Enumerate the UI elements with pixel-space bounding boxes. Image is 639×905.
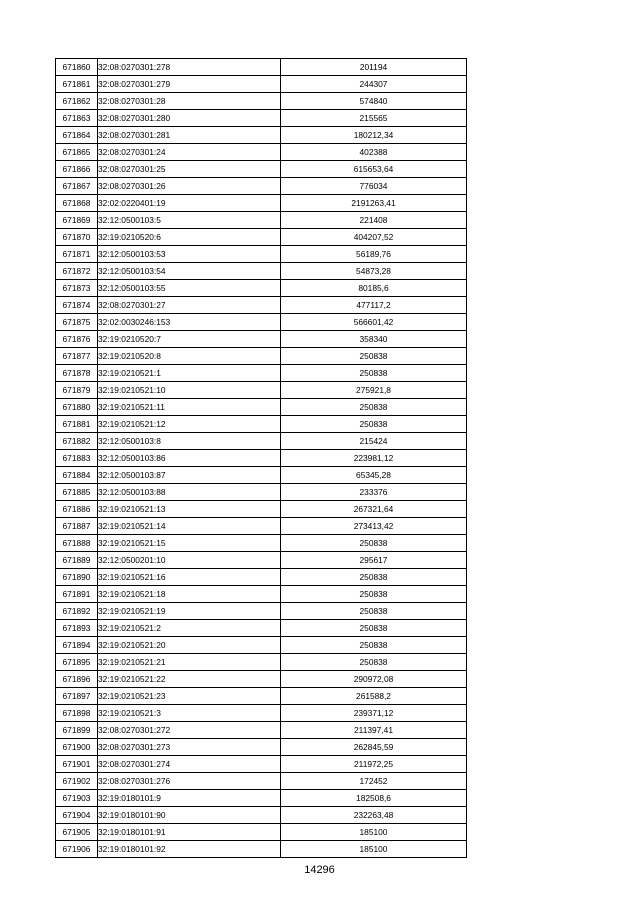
- row-id-cell: 671883: [56, 450, 98, 467]
- row-id-cell: 671873: [56, 280, 98, 297]
- cadastral-number-cell: 32:08:0270301:273: [98, 739, 281, 756]
- value-cell: 250838: [281, 603, 467, 620]
- cadastral-number-cell: 32:19:0210521:13: [98, 501, 281, 518]
- cadastral-number-cell: 32:12:0500201:10: [98, 552, 281, 569]
- row-id-cell: 671878: [56, 365, 98, 382]
- cadastral-number-cell: 32:08:0270301:274: [98, 756, 281, 773]
- table-row: [56, 841, 467, 858]
- row-id-cell: 671865: [56, 144, 98, 161]
- table-row: [56, 824, 467, 841]
- cadastral-number-cell: 32:19:0210521:18: [98, 586, 281, 603]
- cadastral-number-cell: 32:12:0500103:55: [98, 280, 281, 297]
- row-id-cell: 671900: [56, 739, 98, 756]
- value-cell: 402388: [281, 144, 467, 161]
- row-id-cell: 671863: [56, 110, 98, 127]
- value-cell: 275921,8: [281, 382, 467, 399]
- value-cell: 232263,48: [281, 807, 467, 824]
- value-cell: 223981,12: [281, 450, 467, 467]
- row-id-cell: 671885: [56, 484, 98, 501]
- table-row: [56, 382, 467, 399]
- cadastral-number-cell: 32:08:0270301:272: [98, 722, 281, 739]
- value-cell: 615653,64: [281, 161, 467, 178]
- table-row: [56, 161, 467, 178]
- table-row: [56, 399, 467, 416]
- table-row: [56, 688, 467, 705]
- value-cell: 65345,28: [281, 467, 467, 484]
- row-id-cell: 671880: [56, 399, 98, 416]
- table-row: [56, 144, 467, 161]
- value-cell: 250838: [281, 399, 467, 416]
- cadastral-number-cell: 32:19:0180101:92: [98, 841, 281, 858]
- row-id-cell: 671892: [56, 603, 98, 620]
- cadastral-number-cell: 32:08:0270301:281: [98, 127, 281, 144]
- row-id-cell: 671887: [56, 518, 98, 535]
- table-row: [56, 773, 467, 790]
- row-id-cell: 671905: [56, 824, 98, 841]
- row-id-cell: 671861: [56, 76, 98, 93]
- value-cell: 182508,6: [281, 790, 467, 807]
- table-row: [56, 467, 467, 484]
- table-row: [56, 178, 467, 195]
- cadastral-number-cell: 32:08:0270301:24: [98, 144, 281, 161]
- value-cell: 180212,34: [281, 127, 467, 144]
- table-row: [56, 297, 467, 314]
- row-id-cell: 671884: [56, 467, 98, 484]
- row-id-cell: 671898: [56, 705, 98, 722]
- row-id-cell: 671903: [56, 790, 98, 807]
- cadastral-number-cell: 32:19:0210521:16: [98, 569, 281, 586]
- row-id-cell: 671893: [56, 620, 98, 637]
- value-cell: 239371,12: [281, 705, 467, 722]
- row-id-cell: 671867: [56, 178, 98, 195]
- value-cell: 215565: [281, 110, 467, 127]
- table-row: [56, 348, 467, 365]
- row-id-cell: 671890: [56, 569, 98, 586]
- cadastral-number-cell: 32:19:0210521:12: [98, 416, 281, 433]
- value-cell: 273413,42: [281, 518, 467, 535]
- data-table: [55, 58, 467, 858]
- row-id-cell: 671874: [56, 297, 98, 314]
- cadastral-number-cell: 32:12:0500103:54: [98, 263, 281, 280]
- table-row: [56, 569, 467, 586]
- value-cell: 261588,2: [281, 688, 467, 705]
- value-cell: 250838: [281, 416, 467, 433]
- cadastral-number-cell: 32:19:0210521:19: [98, 603, 281, 620]
- table-row: [56, 76, 467, 93]
- value-cell: 250838: [281, 348, 467, 365]
- table-row: [56, 552, 467, 569]
- row-id-cell: 671894: [56, 637, 98, 654]
- table-row: [56, 246, 467, 263]
- cadastral-number-cell: 32:12:0500103:8: [98, 433, 281, 450]
- value-cell: 250838: [281, 586, 467, 603]
- page-number: 14296: [304, 864, 335, 876]
- value-cell: 221408: [281, 212, 467, 229]
- value-cell: 54873,28: [281, 263, 467, 280]
- value-cell: 262845,59: [281, 739, 467, 756]
- row-id-cell: 671899: [56, 722, 98, 739]
- table-row: [56, 365, 467, 382]
- table-row: [56, 671, 467, 688]
- table-row: [56, 756, 467, 773]
- row-id-cell: 671875: [56, 314, 98, 331]
- value-cell: 201194: [281, 59, 467, 76]
- row-id-cell: 671871: [56, 246, 98, 263]
- value-cell: 2191263,41: [281, 195, 467, 212]
- cadastral-number-cell: 32:12:0500103:5: [98, 212, 281, 229]
- table-body: [56, 59, 467, 858]
- cadastral-number-cell: 32:19:0210521:2: [98, 620, 281, 637]
- row-id-cell: 671869: [56, 212, 98, 229]
- table-row: [56, 535, 467, 552]
- row-id-cell: 671886: [56, 501, 98, 518]
- table-row: [56, 59, 467, 76]
- row-id-cell: 671870: [56, 229, 98, 246]
- value-cell: 250838: [281, 365, 467, 382]
- value-cell: 185100: [281, 841, 467, 858]
- row-id-cell: 671901: [56, 756, 98, 773]
- row-id-cell: 671889: [56, 552, 98, 569]
- cadastral-number-cell: 32:08:0270301:28: [98, 93, 281, 110]
- value-cell: 574840: [281, 93, 467, 110]
- row-id-cell: 671906: [56, 841, 98, 858]
- table-row: [56, 722, 467, 739]
- table-row: [56, 93, 467, 110]
- cadastral-number-cell: 32:08:0270301:279: [98, 76, 281, 93]
- value-cell: 80185,6: [281, 280, 467, 297]
- row-id-cell: 671872: [56, 263, 98, 280]
- value-cell: 404207,52: [281, 229, 467, 246]
- cadastral-number-cell: 32:19:0180101:9: [98, 790, 281, 807]
- cadastral-number-cell: 32:12:0500103:86: [98, 450, 281, 467]
- value-cell: 215424: [281, 433, 467, 450]
- table-row: [56, 416, 467, 433]
- row-id-cell: 671904: [56, 807, 98, 824]
- cadastral-number-cell: 32:19:0210520:7: [98, 331, 281, 348]
- cadastral-number-cell: 32:19:0180101:90: [98, 807, 281, 824]
- table-row: [56, 212, 467, 229]
- value-cell: 244307: [281, 76, 467, 93]
- table-row: [56, 229, 467, 246]
- table-row: [56, 484, 467, 501]
- value-cell: 250838: [281, 569, 467, 586]
- cadastral-number-cell: 32:08:0270301:278: [98, 59, 281, 76]
- value-cell: 250838: [281, 620, 467, 637]
- cadastral-number-cell: 32:02:0220401:19: [98, 195, 281, 212]
- value-cell: 250838: [281, 637, 467, 654]
- value-cell: 295617: [281, 552, 467, 569]
- cadastral-number-cell: 32:08:0270301:27: [98, 297, 281, 314]
- value-cell: 172452: [281, 773, 467, 790]
- cadastral-number-cell: 32:19:0210521:1: [98, 365, 281, 382]
- row-id-cell: 671877: [56, 348, 98, 365]
- cadastral-number-cell: 32:19:0210521:23: [98, 688, 281, 705]
- row-id-cell: 671879: [56, 382, 98, 399]
- table-row: [56, 518, 467, 535]
- table-row: [56, 586, 467, 603]
- row-id-cell: 671864: [56, 127, 98, 144]
- table-row: [56, 501, 467, 518]
- cadastral-number-cell: 32:19:0210521:14: [98, 518, 281, 535]
- cadastral-number-cell: 32:19:0210521:22: [98, 671, 281, 688]
- row-id-cell: 671866: [56, 161, 98, 178]
- value-cell: 290972,08: [281, 671, 467, 688]
- row-id-cell: 671888: [56, 535, 98, 552]
- table-row: [56, 739, 467, 756]
- value-cell: 267321,64: [281, 501, 467, 518]
- table-row: [56, 195, 467, 212]
- table-row: [56, 807, 467, 824]
- value-cell: 233376: [281, 484, 467, 501]
- cadastral-number-cell: 32:19:0210520:8: [98, 348, 281, 365]
- value-cell: 358340: [281, 331, 467, 348]
- row-id-cell: 671897: [56, 688, 98, 705]
- table-row: [56, 790, 467, 807]
- value-cell: 250838: [281, 654, 467, 671]
- cadastral-number-cell: 32:12:0500103:53: [98, 246, 281, 263]
- row-id-cell: 671881: [56, 416, 98, 433]
- value-cell: 776034: [281, 178, 467, 195]
- table-row: [56, 654, 467, 671]
- cadastral-number-cell: 32:08:0270301:26: [98, 178, 281, 195]
- table-row: [56, 450, 467, 467]
- table-row: [56, 314, 467, 331]
- value-cell: 211972,25: [281, 756, 467, 773]
- table-row: [56, 620, 467, 637]
- cadastral-number-cell: 32:12:0500103:87: [98, 467, 281, 484]
- cadastral-number-cell: 32:08:0270301:25: [98, 161, 281, 178]
- row-id-cell: 671882: [56, 433, 98, 450]
- table-row: [56, 127, 467, 144]
- table-row: [56, 280, 467, 297]
- row-id-cell: 671862: [56, 93, 98, 110]
- value-cell: 185100: [281, 824, 467, 841]
- table-row: [56, 603, 467, 620]
- value-cell: 211397,41: [281, 722, 467, 739]
- row-id-cell: 671895: [56, 654, 98, 671]
- value-cell: 56189,76: [281, 246, 467, 263]
- table-row: [56, 705, 467, 722]
- row-id-cell: 671891: [56, 586, 98, 603]
- row-id-cell: 671902: [56, 773, 98, 790]
- cadastral-number-cell: 32:19:0210521:3: [98, 705, 281, 722]
- cadastral-number-cell: 32:19:0210521:15: [98, 535, 281, 552]
- cadastral-number-cell: 32:19:0180101:91: [98, 824, 281, 841]
- row-id-cell: 671876: [56, 331, 98, 348]
- table-row: [56, 331, 467, 348]
- cadastral-number-cell: 32:08:0270301:280: [98, 110, 281, 127]
- row-id-cell: 671868: [56, 195, 98, 212]
- value-cell: 250838: [281, 535, 467, 552]
- row-id-cell: 671896: [56, 671, 98, 688]
- cadastral-number-cell: 32:19:0210521:10: [98, 382, 281, 399]
- table-row: [56, 263, 467, 280]
- row-id-cell: 671860: [56, 59, 98, 76]
- cadastral-number-cell: 32:12:0500103:88: [98, 484, 281, 501]
- cadastral-number-cell: 32:19:0210521:11: [98, 399, 281, 416]
- table-row: [56, 110, 467, 127]
- table-row: [56, 433, 467, 450]
- value-cell: 477117,2: [281, 297, 467, 314]
- cadastral-number-cell: 32:19:0210521:21: [98, 654, 281, 671]
- value-cell: 566601,42: [281, 314, 467, 331]
- table-row: [56, 637, 467, 654]
- cadastral-number-cell: 32:19:0210521:20: [98, 637, 281, 654]
- cadastral-number-cell: 32:19:0210520:6: [98, 229, 281, 246]
- cadastral-number-cell: 32:02:0030246:153: [98, 314, 281, 331]
- cadastral-number-cell: 32:08:0270301:276: [98, 773, 281, 790]
